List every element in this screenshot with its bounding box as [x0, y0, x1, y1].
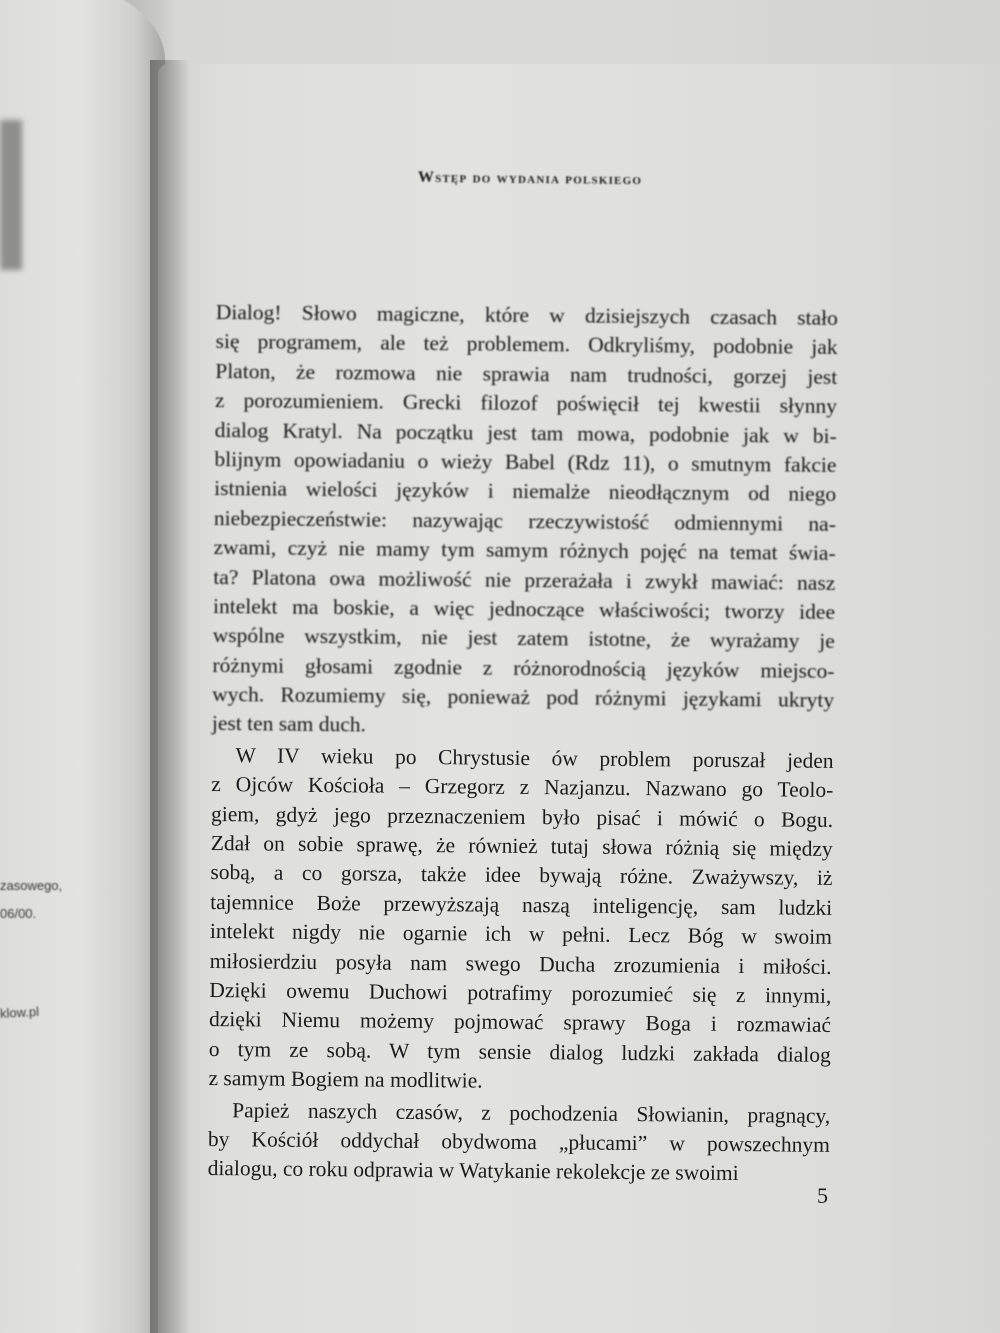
text-line: giem, gdyż jego przeznaczeniem było pisać i mówić o Bogu.	[210, 801, 834, 832]
text-line: sobą, a co gorsza, także idee bywają różne. Zważywszy, iż	[210, 860, 833, 891]
gutter-shadow	[150, 60, 190, 1333]
text-line: wspólne wszystkim, nie jest zatem istotne, że wyrażamy je	[212, 623, 835, 654]
text-line: niebezpieczeństwie: nazywając rzeczywistość odmiennymi na-	[213, 505, 836, 536]
text-line: dialogu, co roku odprawia w Watykanie rekolekcje ze swoimi	[207, 1156, 739, 1186]
text-line: o tym ze sobą. W tym sensie dialog ludzki zakłada dialog	[208, 1036, 831, 1067]
text-line: z Ojców Kościoła – Grzegorz z Nazjanzu. Nazwano go Teolo-	[211, 772, 834, 803]
paragraph	[212, 298, 838, 745]
text-line: intelekt ma boskie, a więc jednoczące właściwości; tworzy idee	[212, 593, 836, 624]
paragraph	[208, 741, 833, 1100]
text-line: Dzięki owemu Duchowi potrafimy porozumieć się z innymi,	[209, 977, 832, 1008]
text-line: by Kościół oddychał obydwoma „płucami” w powszechnym	[207, 1126, 831, 1157]
text-line: intelekt nigdy nie ogarnie ich w pełni. Lecz Bóg w swoim	[209, 919, 833, 950]
text-line: istnienia wielości języków i niemalże nieodłącznym od niego	[214, 476, 837, 507]
text-line: W IV wieku po Chrystusie ów problem poruszał jeden	[235, 743, 834, 773]
left-page-fragment: klow.pl	[0, 1003, 40, 1022]
text-line: wych. Rozumiemy się, ponieważ pod różnymi językami ukryty	[212, 682, 835, 713]
text-line: dialog Kratyl. Na początku jest tam mowa, podobnie jak w bi-	[214, 417, 837, 448]
page-number: 5	[817, 1183, 828, 1208]
text-line: Papież naszych czasów, z pochodzenia Słowianin, pragnący,	[232, 1097, 831, 1128]
text-line: ta? Platona owa możliwość nie przerażała i zwykł mawiać: nasz	[213, 564, 836, 595]
text-line: z samym Bogiem na modlitwie.	[208, 1066, 483, 1093]
text-line: Platon, że rozmowa nie sprawia nam trudności, gorzej jest	[215, 358, 838, 389]
text-line: blijnym opowiadaniu o wieży Babel (Rdz 11), o smutnym fakcie	[214, 446, 837, 477]
text-line: zwami, czyż nie mamy tym samym różnych pojęć na temat świa-	[213, 535, 836, 566]
text-line: różnymi głosami zgodnie z różnorodnością języków miejsco-	[212, 652, 835, 683]
paragraph	[207, 1096, 830, 1190]
left-page-fragment: zasowego,	[0, 878, 63, 893]
text-line: Zdał on sobie sprawę, że również tutaj słowa różnią się między	[210, 831, 833, 861]
text-line: miłosierdziu posyła nam swego Ducha zrozumienia i miłości.	[209, 948, 832, 979]
text-line: jest ten sam duch.	[211, 711, 367, 737]
text-line: Dialog! Słowo magiczne, które w dzisiejszych czasach stało	[215, 299, 838, 330]
left-page-shadow	[0, 120, 22, 270]
left-page-fragment: 06/00.	[0, 906, 37, 921]
text-line: z porozumieniem. Grecki filozof poświęcił tej kwestii słynny	[214, 388, 838, 419]
text-line: dzięki Niemu możemy pojmować sprawy Boga i rozmawiać	[208, 1007, 832, 1038]
left-page	[0, 0, 165, 1333]
body-text	[207, 298, 837, 1190]
text-line: się programem, ale też problemem. Odkryliśmy, podobnie jak	[215, 329, 838, 360]
chapter-heading: Wstęp do wydania polskiego	[417, 168, 643, 189]
text-line: tajemnice Boże przewyższają naszą inteligencję, sam ludzki	[210, 889, 833, 920]
